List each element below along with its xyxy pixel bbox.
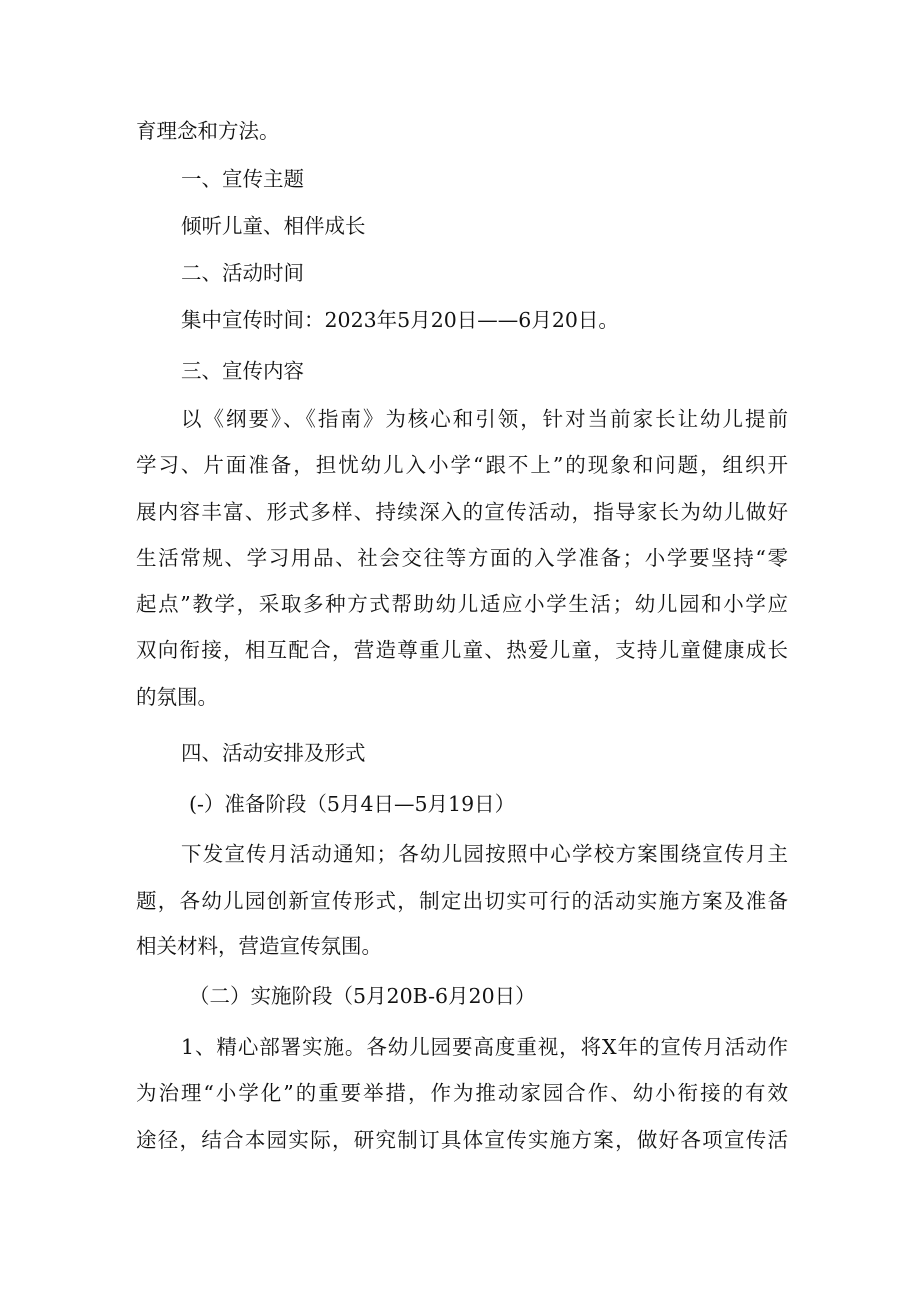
text-line: 生活常规、学习用品、社会交往等方面的入学准备；小学要坚持“零 bbox=[136, 546, 788, 570]
section-heading: 三、宣传内容 bbox=[181, 359, 304, 383]
text-line: 以《纲要》、《指南》为核心和引领，针对当前家长让幼儿提前 bbox=[181, 407, 788, 431]
text-line: 的氛围。 bbox=[136, 685, 218, 709]
text-line: 双向衔接，相互配合，营造尊重儿童、热爱儿童，支持儿童健康成长 bbox=[136, 638, 788, 662]
text-line: 育理念和方法。 bbox=[136, 119, 280, 143]
text-line: 途径，结合本园实际，研究制订具体宣传实施方案，做好各项宣传活 bbox=[136, 1128, 788, 1152]
section-heading: 四、活动安排及形式 bbox=[181, 741, 366, 765]
text-line: 倾听儿童、相伴成长 bbox=[181, 214, 366, 238]
text-line: 下发宣传月活动通知；各幼儿园按照中心学校方案围绕宣传月主 bbox=[181, 842, 788, 866]
text-line: 集中宣传时间：2023年5月20日——6月20日。 bbox=[181, 308, 619, 332]
text-line: 为治理“小学化”的重要举措，作为推动家园合作、幼小衔接的有效 bbox=[136, 1081, 788, 1105]
subsection-heading: (-）准备阶段（5月4日—5月19日） bbox=[189, 792, 516, 816]
text-line: 起点”教学，采取多种方式帮助幼儿适应小学生活；幼儿园和小学应 bbox=[136, 592, 788, 616]
section-heading: 二、活动时间 bbox=[181, 261, 304, 285]
text-line: 学习、片面准备，担忧幼儿入小学“跟不上”的现象和问题，组织开 bbox=[136, 453, 788, 477]
text-line: 展内容丰富、形式多样、持续深入的宣传活动，指导家长为幼儿做好 bbox=[136, 500, 788, 524]
text-line: 题，各幼儿园创新宣传形式，制定出切实可行的活动实施方案及准备 bbox=[136, 889, 788, 913]
text-line: 相关材料，营造宣传氛围。 bbox=[136, 934, 382, 958]
subsection-heading: （二）实施阶段（5月20B-6月20日） bbox=[189, 984, 536, 1008]
section-heading: 一、宣传主题 bbox=[181, 167, 304, 191]
text-line: 1、精心部署实施。各幼儿园要高度重视，将X年的宣传月活动作 bbox=[181, 1035, 788, 1059]
